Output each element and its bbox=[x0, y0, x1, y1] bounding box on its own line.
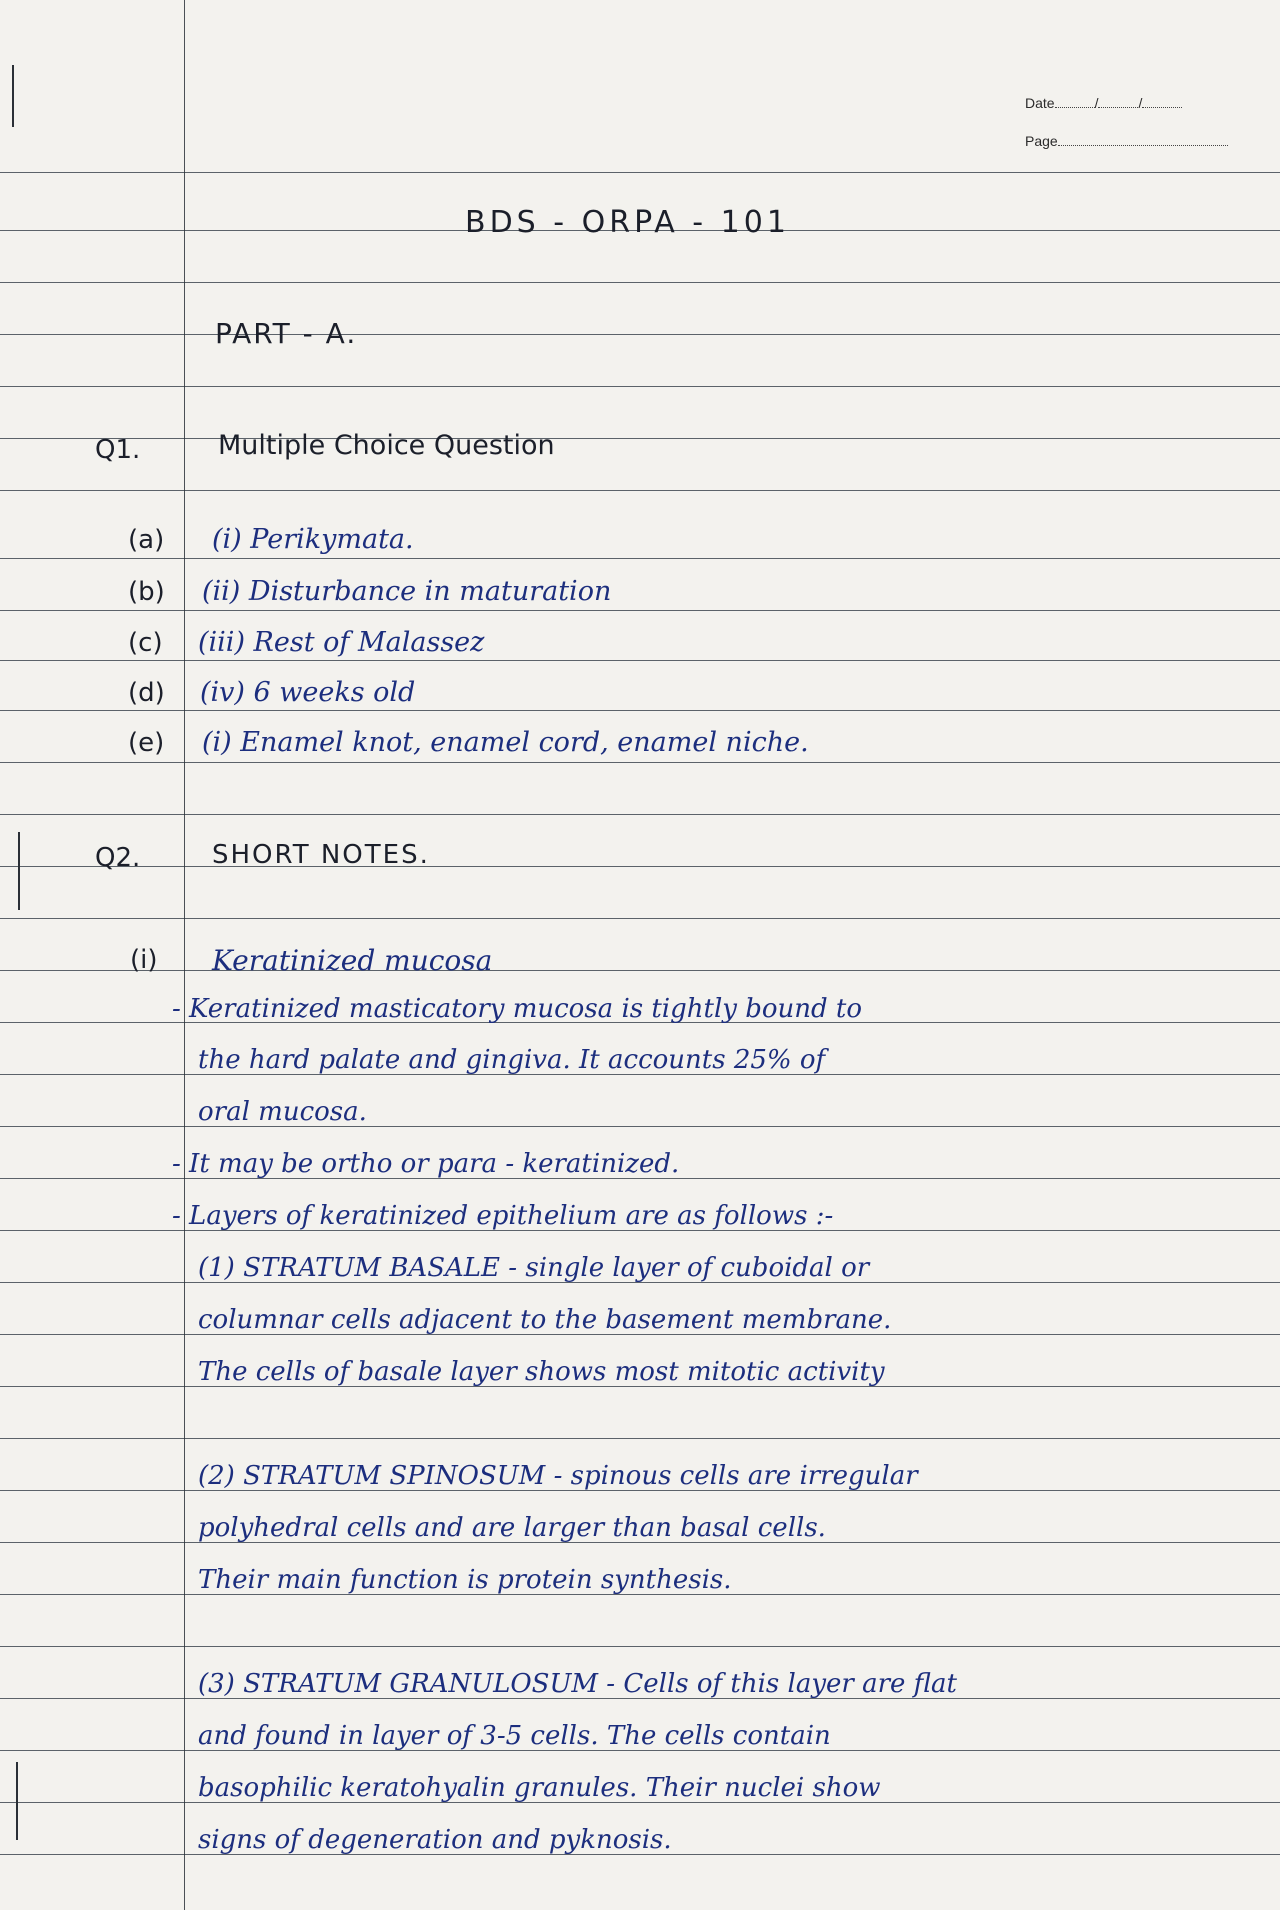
mcq-label: (a) bbox=[128, 525, 165, 555]
mcq-answer: (i) Perikymata. bbox=[212, 524, 414, 555]
note-line: - Layers of keratinized epithelium are as follows :- bbox=[172, 1201, 834, 1231]
note-line: signs of degeneration and pyknosis. bbox=[198, 1825, 672, 1855]
date-separator: / bbox=[1138, 95, 1143, 111]
note-line: (2) STRATUM SPINOSUM - spinous cells are irregular bbox=[198, 1461, 918, 1491]
note-line: and found in layer of 3-5 cells. The cells contain bbox=[198, 1721, 831, 1751]
edge-mark bbox=[18, 832, 20, 910]
question-1-number: Q1. bbox=[95, 435, 141, 465]
ruled-line bbox=[0, 558, 1280, 559]
note-line: (3) STRATUM GRANULOSUM - Cells of this layer are flat bbox=[198, 1669, 957, 1699]
note-line: Their main function is protein synthesis. bbox=[198, 1565, 732, 1595]
page-field bbox=[1025, 133, 1228, 171]
mcq-label: (b) bbox=[128, 577, 165, 607]
edge-mark bbox=[16, 1762, 18, 1840]
part-heading: PART - A. bbox=[215, 317, 358, 350]
ruled-line bbox=[0, 762, 1280, 763]
ruled-line bbox=[0, 438, 1280, 439]
ruled-line bbox=[0, 814, 1280, 815]
date-field bbox=[1025, 95, 1228, 133]
ruled-line bbox=[0, 386, 1280, 387]
ruled-line bbox=[0, 1646, 1280, 1647]
ruled-line bbox=[0, 1126, 1280, 1127]
question-2-heading: SHORT NOTES. bbox=[212, 840, 430, 870]
note-line: polyhedral cells and are larger than basal cells. bbox=[198, 1513, 826, 1543]
ruled-line bbox=[0, 710, 1280, 711]
ruled-line bbox=[0, 610, 1280, 611]
question-1-heading: Multiple Choice Question bbox=[218, 430, 555, 461]
note-line: - Keratinized masticatory mucosa is tightly bound to bbox=[172, 994, 863, 1024]
margin-line bbox=[184, 0, 185, 1910]
ruled-line bbox=[0, 970, 1280, 971]
date-page-header bbox=[1025, 95, 1228, 171]
mcq-label: (e) bbox=[128, 728, 165, 758]
note-line: - It may be ortho or para - keratinized. bbox=[172, 1149, 680, 1179]
note-line: columnar cells adjacent to the basement membrane. bbox=[198, 1305, 892, 1335]
ruled-line bbox=[0, 490, 1280, 491]
note-line: basophilic keratohyalin granules. Their nuclei show bbox=[198, 1773, 881, 1803]
document-title: BDS - ORPA - 101 bbox=[465, 205, 790, 240]
mcq-answer: (ii) Disturbance in maturation bbox=[202, 576, 612, 607]
ruled-line bbox=[0, 282, 1280, 283]
date-label: Date bbox=[1025, 95, 1055, 111]
mcq-answer: (iii) Rest of Malassez bbox=[198, 627, 485, 658]
note-line: (1) STRATUM BASALE - single layer of cuboidal or bbox=[198, 1253, 870, 1283]
mcq-answer: (i) Enamel knot, enamel cord, enamel niche. bbox=[202, 727, 809, 758]
date-separator: / bbox=[1094, 95, 1099, 111]
note-title: Keratinized mucosa bbox=[212, 944, 493, 977]
note-line: The cells of basale layer shows most mitotic activity bbox=[198, 1357, 885, 1387]
edge-mark bbox=[12, 65, 14, 127]
ruled-line bbox=[0, 918, 1280, 919]
ruled-line bbox=[0, 172, 1280, 173]
ruled-line bbox=[0, 1438, 1280, 1439]
mcq-label: (d) bbox=[128, 678, 165, 708]
ruled-line bbox=[0, 866, 1280, 867]
note-label: (i) bbox=[130, 945, 158, 975]
ruled-line bbox=[0, 334, 1280, 335]
note-line: oral mucosa. bbox=[198, 1097, 367, 1127]
ruled-line bbox=[0, 660, 1280, 661]
question-2-number: Q2. bbox=[95, 843, 141, 873]
mcq-label: (c) bbox=[128, 628, 163, 658]
mcq-answer: (iv) 6 weeks old bbox=[200, 677, 416, 708]
page-label: Page bbox=[1025, 133, 1058, 149]
note-line: the hard palate and gingiva. It accounts 25% of bbox=[198, 1045, 826, 1075]
